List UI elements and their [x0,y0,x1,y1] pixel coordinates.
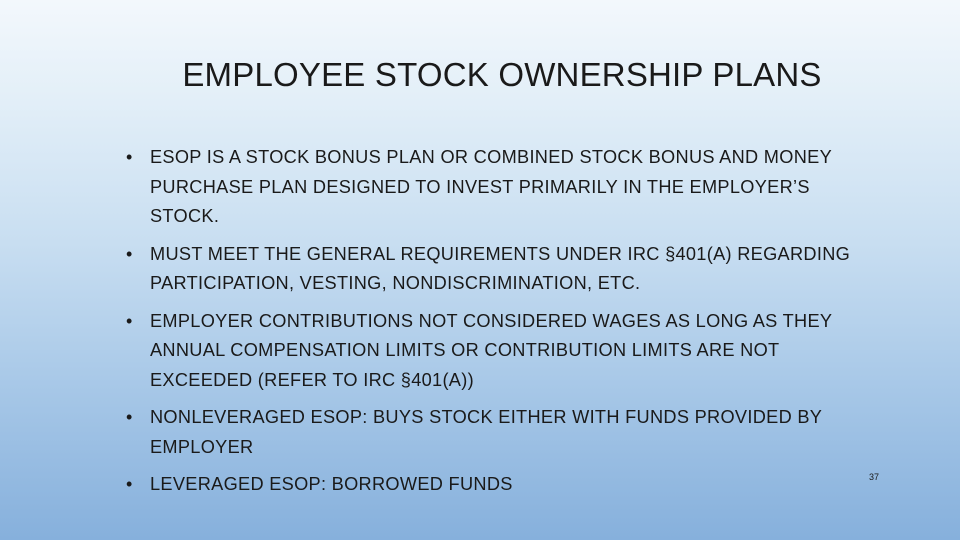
list-item [126,403,906,462]
bullet-marker: • [126,407,133,427]
bullet-marker: • [126,474,133,494]
bullet-list [126,143,906,500]
list-item [126,470,906,500]
list-item [126,240,906,299]
bullet-marker: • [126,310,133,331]
list-item [126,143,906,232]
page-number: 37 [869,472,880,482]
bullet-text: LEVERAGED ESOP: BORROWED FUNDS [150,474,513,494]
bullet-text: MUST MEET THE GENERAL REQUIREMENTS UNDER IRC §401(A) REGARDING PARTICIPATION, VESTING, NONDISCRIMINATION, ETC. [150,243,851,293]
bullet-text: ESOP IS A STOCK BONUS PLAN OR COMBINED STOCK BONUS AND MONEY PURCHASE PLAN DESIGNED TO INVEST PRIMARILY IN THE EMPLOYER’S STOCK. [150,147,833,226]
bullet-text: NONLEVERAGED ESOP: BUYS STOCK EITHER WITH FUNDS PROVIDED BY EMPLOYER [150,407,823,457]
bullet-marker: • [126,243,133,264]
bullet-text: EMPLOYER CONTRIBUTIONS NOT CONSIDERED WAGES AS LONG AS THEY ANNUAL COMPENSATION LIMITS OR CONTRIBUTION LIMITS ARE NOT EXCEEDED (REFER TO IRC §401(A)) [150,310,833,390]
list-item [126,307,906,396]
slide-title: EMPLOYEE STOCK OWNERSHIP PLANS [182,56,822,93]
bullet-marker: • [126,147,133,167]
